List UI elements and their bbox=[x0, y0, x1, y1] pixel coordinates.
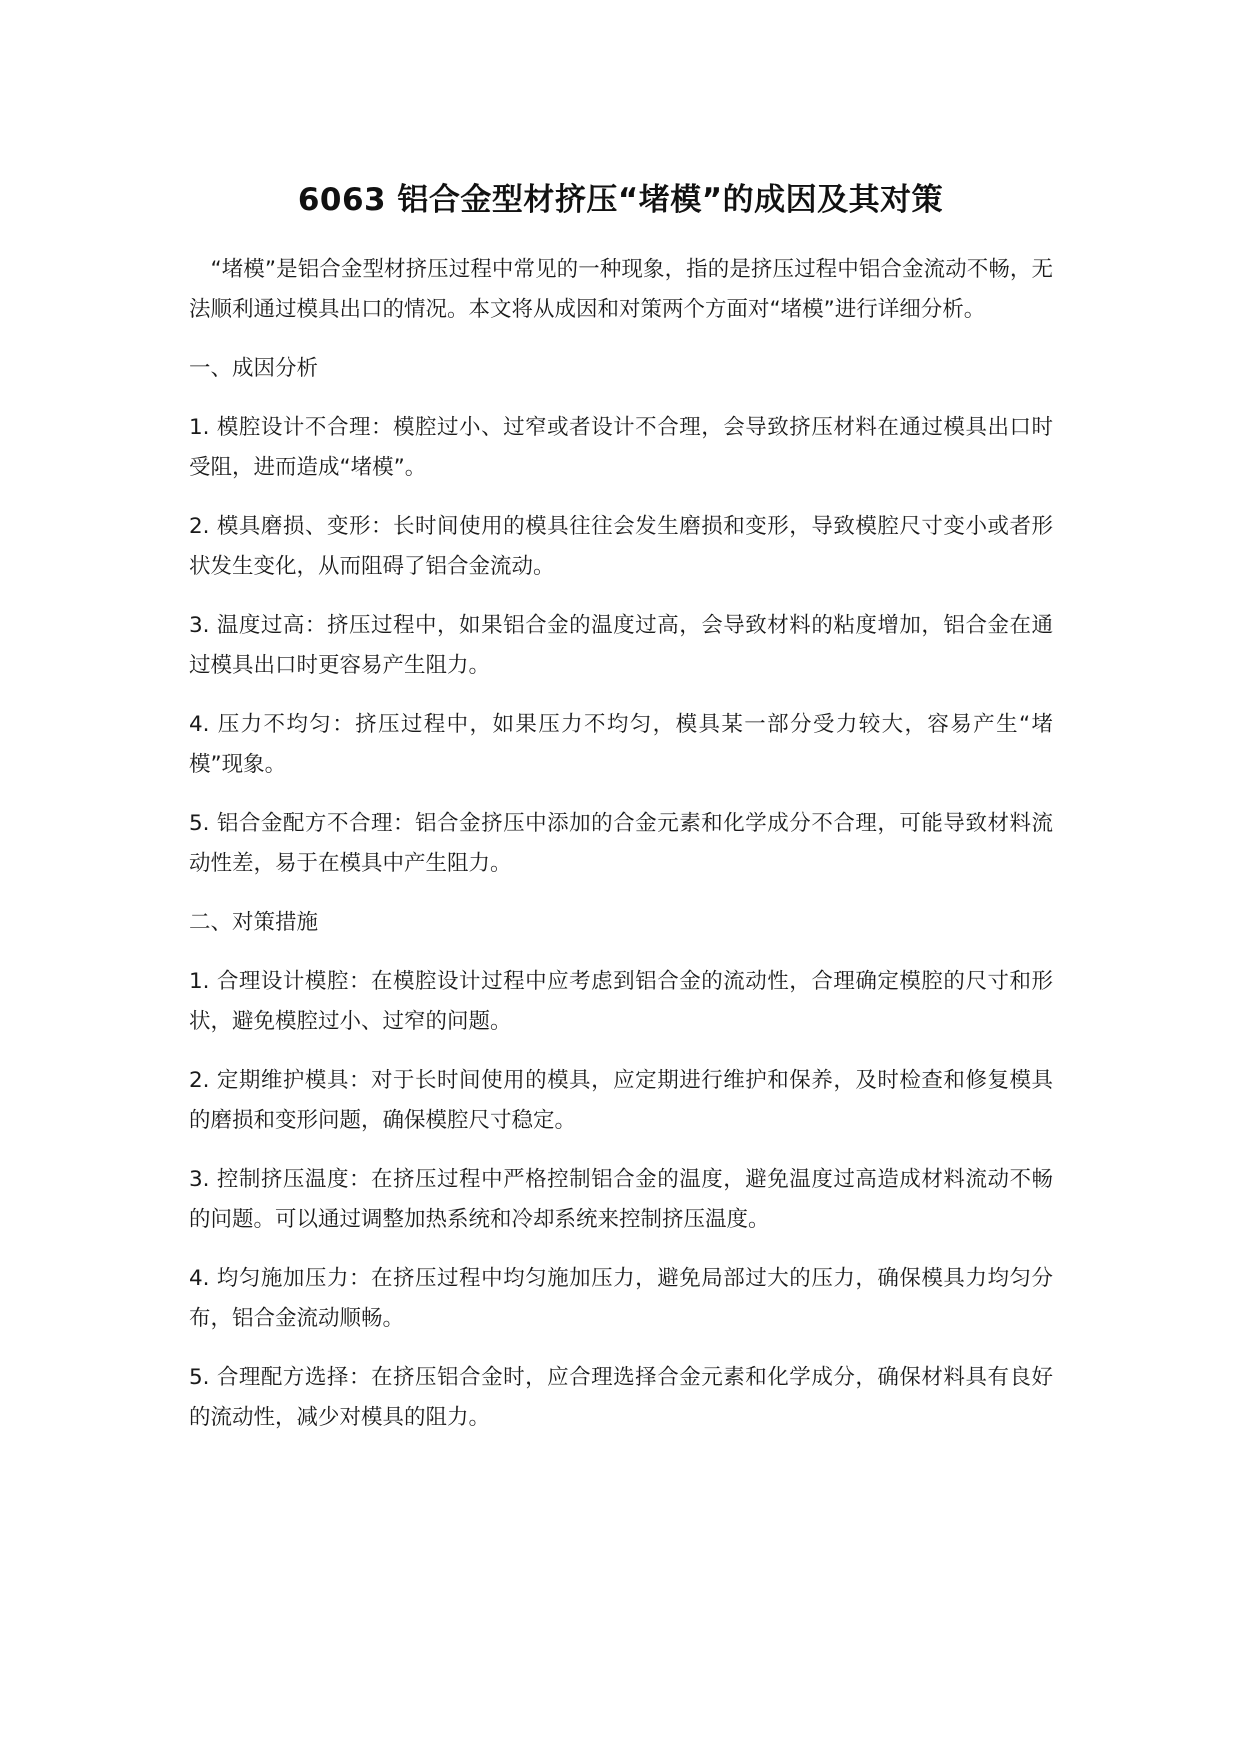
measure-item-1: 1. 合理设计模腔：在模腔设计过程中应考虑到铝合金的流动性，合理确定模腔的尺寸和形状，避免模腔过小、过窄的问题。 bbox=[189, 969, 1053, 1034]
measure-item-2: 2. 定期维护模具：对于长时间使用的模具，应定期进行维护和保养，及时检查和修复模具的磨损和变形问题，确保模腔尺寸稳定。 bbox=[189, 1068, 1053, 1133]
cause-item-2: 2. 模具磨损、变形：长时间使用的模具往往会发生磨损和变形，导致模腔尺寸变小或者形状发生变化，从而阻碍了铝合金流动。 bbox=[189, 514, 1053, 579]
intro-paragraph: “堵模”是铝合金型材挤压过程中常见的一种现象，指的是挤压过程中铝合金流动不畅，无法顺利通过模具出口的情况。本文将从成因和对策两个方面对“堵模”进行详细分析。 bbox=[189, 257, 1053, 322]
section-heading-measures: 二、对策措施 bbox=[189, 910, 319, 935]
cause-item-1: 1. 模腔设计不合理：模腔过小、过窄或者设计不合理，会导致挤压材料在通过模具出口时受阻，进而造成“堵模”。 bbox=[189, 415, 1053, 480]
measure-item-3: 3. 控制挤压温度：在挤压过程中严格控制铝合金的温度，避免温度过高造成材料流动不畅的问题。可以通过调整加热系统和冷却系统来控制挤压温度。 bbox=[189, 1167, 1053, 1232]
cause-item-3: 3. 温度过高：挤压过程中，如果铝合金的温度过高，会导致材料的粘度增加，铝合金在通过模具出口时更容易产生阻力。 bbox=[189, 613, 1053, 678]
measure-item-4: 4. 均匀施加压力：在挤压过程中均匀施加压力，避免局部过大的压力，确保模具力均匀分布，铝合金流动顺畅。 bbox=[189, 1266, 1053, 1331]
document-title: 6063 铝合金型材挤压“堵模”的成因及其对策 bbox=[297, 182, 944, 218]
measure-item-5: 5. 合理配方选择：在挤压铝合金时，应合理选择合金元素和化学成分，确保材料具有良好的流动性，减少对模具的阻力。 bbox=[189, 1365, 1053, 1430]
cause-item-4: 4. 压力不均匀：挤压过程中，如果压力不均匀，模具某一部分受力较大，容易产生“堵模”现象。 bbox=[189, 712, 1053, 777]
section-heading-causes: 一、成因分析 bbox=[189, 356, 319, 381]
cause-item-5: 5. 铝合金配方不合理：铝合金挤压中添加的合金元素和化学成分不合理，可能导致材料流动性差，易于在模具中产生阻力。 bbox=[189, 811, 1053, 876]
document-body bbox=[189, 250, 1053, 1457]
